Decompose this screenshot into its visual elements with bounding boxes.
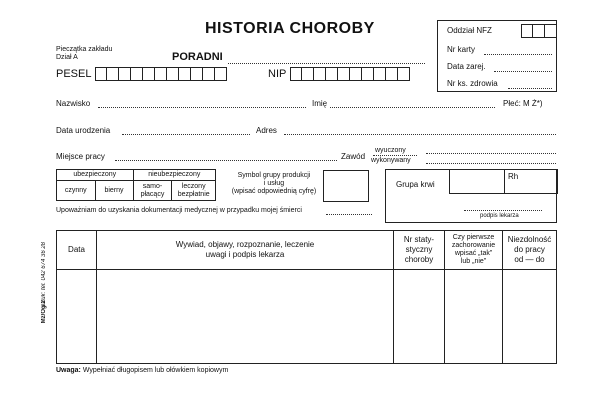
nip-label: NIP [268,68,287,80]
symbol-line2: i usług [263,180,285,187]
table-row [57,270,557,364]
oddzial-nfz-label: Oddział NFZ [447,26,492,35]
nieubezpieczony-header: nieubezpieczony [133,170,215,181]
col-czy-header [445,231,503,270]
print-info: Druk: tel. 042 674 36 28 [41,242,47,307]
wykonywany-label: wykonywany [371,157,411,164]
stamp-line2: Dział A [56,54,78,61]
history-table [56,230,557,364]
col-niezd-line2: do pracy [514,245,545,254]
col-czy-line1: Czy pierwsze [452,234,495,241]
consent-field[interactable] [326,214,372,215]
stamp-line1: Pieczątka zakładu [56,46,113,53]
col-czy-line4: lub „nie” [460,258,487,265]
insurance-table [56,169,216,201]
poradni-label: PORADNI [172,51,223,63]
pesel-label: PESEL [56,68,92,80]
adres-field[interactable] [284,134,556,135]
symbol-line3: (wpisać odpowiednią cyfrę) [231,188,317,195]
cell-nr[interactable] [394,270,445,364]
ubezpieczony-header: ubezpieczony [57,170,134,181]
cell-niezdolnosc[interactable] [503,270,557,364]
blood-box [385,169,557,223]
registration-box [437,20,557,92]
col-nr-line2: styczny [405,245,433,254]
pesel-field[interactable] [95,67,227,81]
rh-label: Rh [508,172,519,181]
col-wywiad-line2: uwagi i podpis lekarza [205,250,285,259]
bierny-option[interactable]: bierny [95,181,133,201]
nazwisko-field[interactable] [98,107,306,108]
col-nr-line3: choroby [404,255,434,264]
note-bold: Uwaga: [56,367,81,374]
nr-ks-zdrowia-label: Nr ks. zdrowia [447,79,498,88]
nr-karty-field[interactable] [484,54,552,55]
cell-wywiad[interactable] [97,270,394,364]
miejsce-pracy-field[interactable] [115,160,337,161]
cell-czy[interactable] [445,270,503,364]
zawod-wykonywany-field[interactable] [426,163,556,164]
col-nr-line1: Nr staty- [403,235,435,244]
zawod-label: Zawód [341,152,366,161]
symbol-field[interactable] [323,170,369,202]
consent-text: Upoważniam do uzyskania dokumentacji medycznej w przypadku mojej śmierci [56,207,302,214]
col-czy-line2: zachorowanie [451,242,496,249]
nr-ks-zdrowia-field[interactable] [508,88,552,89]
nazwisko-label: Nazwisko [56,99,91,108]
samoplacacy-option[interactable]: samo- płacący [133,181,172,201]
col-niezd-line1: Niezdolność [507,235,552,244]
miejsce-pracy-label: Miejsce pracy [56,152,105,161]
rh-field[interactable] [504,169,558,194]
document-title: HISTORIA CHOROBY [205,20,375,37]
col-data-header: Data [57,231,97,270]
data-zarej-field[interactable] [494,71,552,72]
zawod-separator [373,155,417,156]
note [56,367,228,374]
nip-field[interactable] [290,67,410,81]
col-wywiad-line1: Wywiad, objawy, rozpoznanie, leczenie [175,240,315,249]
podpis-lekarza-field[interactable] [464,210,542,211]
symbol-line1: Symbol grupy produkcji [237,172,311,179]
imie-field[interactable] [330,107,495,108]
note-text: Wypełniać długopisem lub ołówkiem kopiowym [82,367,229,374]
col-nr-header [394,231,445,270]
col-wywiad-header [97,231,394,270]
symbol-label [224,172,324,196]
data-urodzenia-field[interactable] [122,134,250,135]
cell-data[interactable] [57,270,97,364]
zawod-wyuczony-field[interactable] [426,153,556,154]
oddzial-nfz-field[interactable] [521,24,557,38]
grupa-krwi-label: Grupa krwi [396,180,435,189]
col-niezdolnosc-header [503,231,557,270]
podpis-lekarza-label: podpis lekarza [480,213,519,219]
data-urodzenia-label: Data urodzenia [56,126,111,135]
data-zarej-label: Data zarej. [447,62,486,71]
leczony-bezplatnie-option[interactable]: leczony bezpłatnie [172,181,216,201]
form-code: Mz/Og-2 [41,300,47,324]
wyuczony-label: wyuczony [375,147,406,154]
poradni-field[interactable] [228,63,425,64]
col-czy-line3: wpisać „tak” [454,250,493,257]
czynny-option[interactable]: czynny [57,181,96,201]
nr-karty-label: Nr karty [447,45,475,54]
imie-label: Imię [312,99,328,108]
plec-label[interactable]: Płeć: M Ż*) [503,99,543,108]
grupa-krwi-field[interactable] [449,169,505,194]
adres-label: Adres [256,126,277,135]
col-niezd-line3: od — do [514,255,545,264]
